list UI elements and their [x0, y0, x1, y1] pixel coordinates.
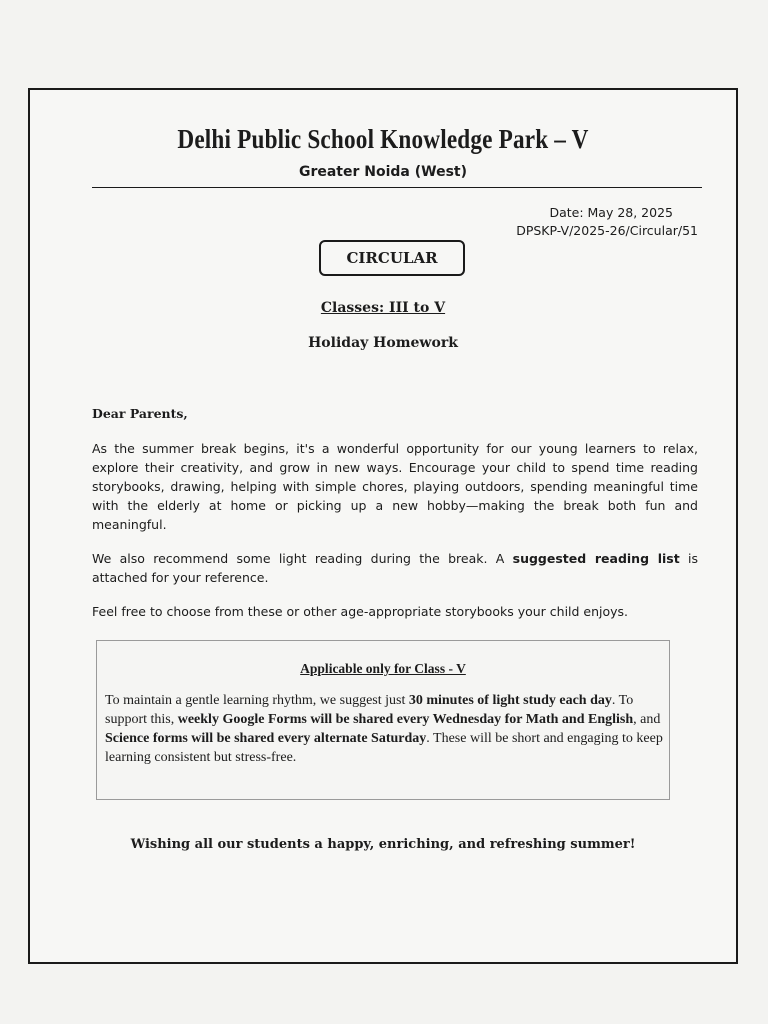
paragraph-intro: As the summer break begins, it's a wonderful opportunity for our young learners to relax, explore their creativity, and grow in new ways. Encourage your child to spend time reading storybooks, drawing, helping with simple chores, playing outdoors, spending meaningful time with the elderly at home or picking up a new hobby—making the break both fun and meaningful.: [92, 441, 698, 532]
header-divider: [92, 187, 702, 188]
notice-text-part: To maintain a gentle learning rhythm, we suggest just: [105, 693, 409, 708]
circular-page: [28, 88, 738, 964]
circular-badge-label: CIRCULAR: [346, 249, 438, 267]
notice-title: Applicable only for Class - V: [300, 661, 466, 676]
paragraph-reading-pre: We also recommend some light reading during the break. A: [92, 551, 513, 566]
class-v-notice-box: [96, 640, 670, 800]
notice-text-part: . These will be short and engaging to keep learning consistent but stress-free.: [105, 731, 663, 765]
notice-text: [105, 691, 665, 767]
circular-reference: DPSKP-V/2025-26/Circular/51: [516, 223, 698, 238]
circular-date: Date: May 28, 2025: [549, 205, 673, 220]
subject-heading: Holiday Homework: [308, 335, 458, 351]
school-city: Greater Noida (West): [298, 164, 468, 180]
school-name: Delhi Public School Knowledge Park – V: [177, 124, 589, 154]
reading-list-emphasis: suggested reading list: [512, 551, 680, 566]
paragraph-reading: [92, 549, 698, 587]
salutation: Dear Parents,: [92, 406, 188, 421]
notice-text-part: . To support this,: [105, 693, 634, 727]
notice-emphasis: Science forms will be shared every alternate Saturday: [105, 731, 427, 746]
notice-emphasis: 30 minutes of light study each day: [408, 693, 612, 708]
paragraph-reading-post: is attached for your reference.: [92, 551, 698, 585]
closing-message: Wishing all our students a happy, enriching, and refreshing summer!: [130, 837, 636, 852]
notice-text-part: , and: [633, 712, 661, 727]
classes-heading: Classes: III to V: [320, 300, 446, 316]
notice-emphasis: weekly Google Forms will be shared every Wednesday for Math and English: [177, 712, 634, 727]
paragraph-choice: Feel free to choose from these or other age-appropriate storybooks your child enjoys.: [92, 604, 629, 619]
circular-badge: [319, 240, 465, 276]
